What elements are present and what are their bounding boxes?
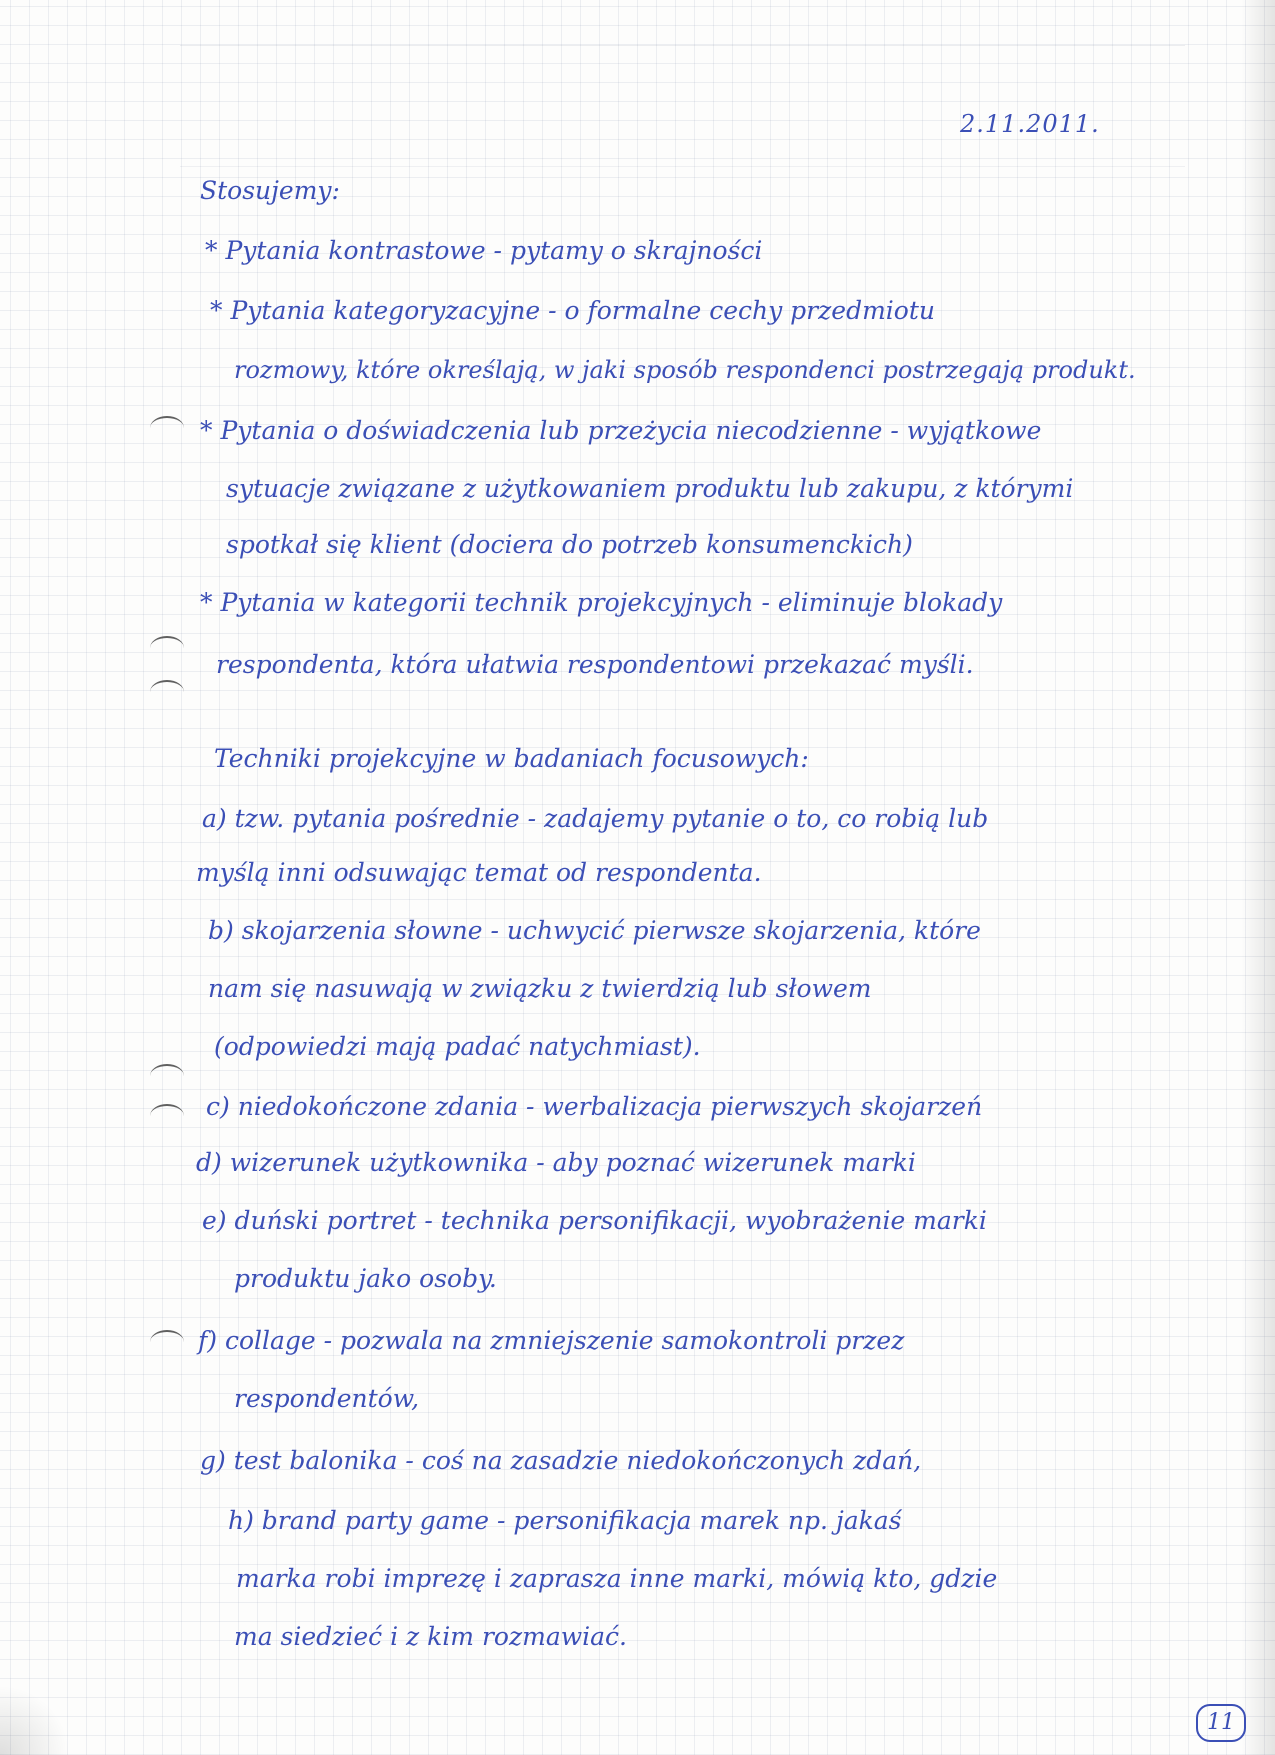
text-line: nam się nasuwają w związku z twierdzią lub słowem bbox=[208, 974, 872, 1003]
binder-edge bbox=[1241, 0, 1275, 1755]
binder-hole-mark bbox=[150, 636, 184, 660]
text-line: sytuacje związane z użytkowaniem produktu lub zakupu, z którymi bbox=[226, 474, 1074, 503]
text-line: marka robi imprezę i zaprasza inne marki, mówią kto, gdzie bbox=[236, 1564, 998, 1593]
text-line: myślą inni odsuwając temat od respondenta. bbox=[196, 858, 762, 887]
text-line: f) collage - pozwala na zmniejszenie samokontroli przez bbox=[198, 1326, 905, 1355]
text-line: d) wizerunek użytkownika - aby poznać wizerunek marki bbox=[196, 1148, 916, 1177]
binder-hole-mark bbox=[150, 1064, 184, 1088]
text-line: a) tzw. pytania pośrednie - zadajemy pytanie o to, co robią lub bbox=[202, 804, 989, 833]
text-line: * Pytania w kategorii technik projekcyjnych - eliminuje blokady bbox=[200, 588, 1003, 617]
text-line: * Pytania kontrastowe - pytamy o skrajności bbox=[205, 236, 763, 265]
page-number: 11 bbox=[1196, 1704, 1246, 1742]
text-line: rozmowy, które określają, w jaki sposób respondenci postrzegają produkt. bbox=[234, 356, 1136, 384]
text-line: Stosujemy: bbox=[200, 176, 340, 205]
date-heading: 2.11.2011. bbox=[960, 110, 1100, 138]
text-line: respondentów, bbox=[234, 1384, 420, 1413]
binder-hole-mark bbox=[150, 416, 184, 440]
text-line: e) duński portret - technika personifikacji, wyobrażenie marki bbox=[202, 1206, 987, 1235]
page-corner-shadow bbox=[0, 1685, 70, 1755]
section-heading: Techniki projekcyjne w badaniach focusowych: bbox=[214, 744, 809, 773]
binder-hole-mark bbox=[150, 680, 184, 704]
text-line: produktu jako osoby. bbox=[234, 1264, 497, 1293]
binder-hole-mark bbox=[150, 1330, 184, 1354]
text-line: c) niedokończone zdania - werbalizacja pierwszych skojarzeń bbox=[206, 1092, 983, 1121]
text-line: h) brand party game - personifikacja marek np. jakaś bbox=[228, 1506, 902, 1535]
text-line: respondenta, która ułatwia respondentowi przekazać myśli. bbox=[216, 650, 974, 679]
text-line: * Pytania o doświadczenia lub przeżycia niecodzienne - wyjątkowe bbox=[200, 416, 1042, 445]
faded-header-area bbox=[180, 45, 1185, 167]
binder-hole-mark bbox=[150, 1104, 184, 1128]
text-line: ma siedzieć i z kim rozmawiać. bbox=[234, 1622, 627, 1651]
text-line: (odpowiedzi mają padać natychmiast). bbox=[214, 1032, 701, 1061]
text-line: spotkał się klient (dociera do potrzeb konsumenckich) bbox=[226, 530, 913, 559]
text-line: b) skojarzenia słowne - uchwycić pierwsze skojarzenia, które bbox=[208, 916, 981, 945]
text-line: * Pytania kategoryzacyjne - o formalne cechy przedmiotu bbox=[210, 296, 935, 325]
text-line: g) test balonika - coś na zasadzie niedokończonych zdań, bbox=[200, 1446, 922, 1475]
